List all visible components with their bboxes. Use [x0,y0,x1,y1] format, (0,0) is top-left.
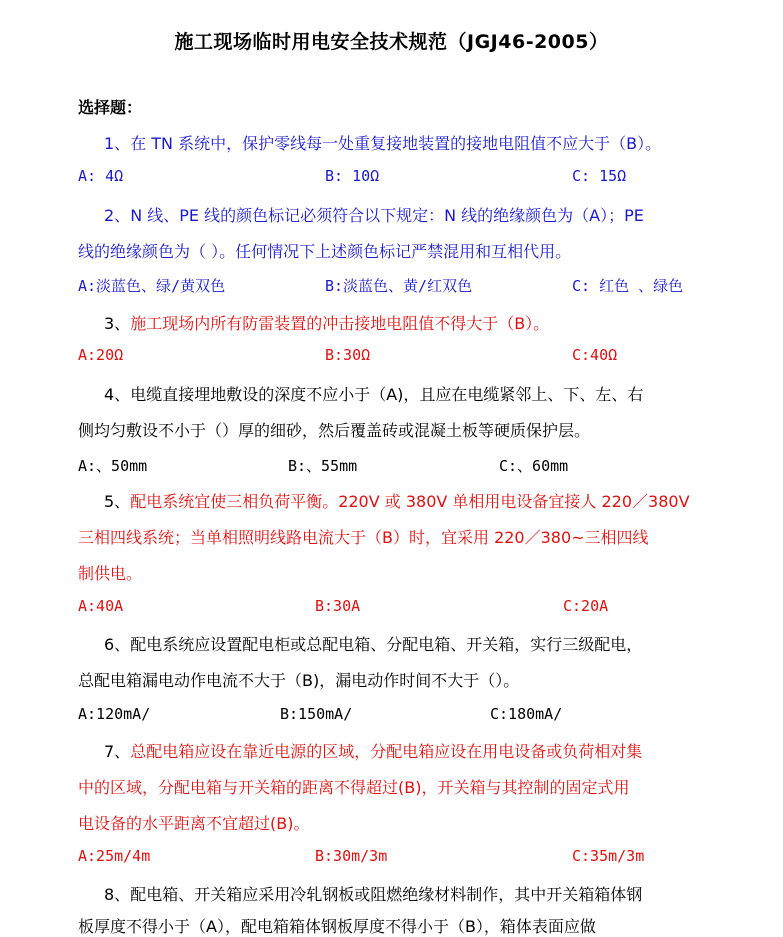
question-number: 7、 [104,742,131,761]
q2-option-a: A:淡蓝色、绿/黄双色 [78,277,226,295]
question-1 [104,131,661,154]
q7-option-a: A:25m/4m [78,847,151,865]
q3-option-a: A:20Ω [78,346,124,364]
document-title: 施工现场临时用电安全技术规范（JGJ46-2005） [174,31,609,53]
q6-option-b: B:150mA/ [280,705,353,723]
q7-option-b: B:30m/3m [315,847,388,865]
question-8 [104,882,642,905]
question-6-line-2: 总配电箱漏电动作电流不大于（B)，漏电动作时间不大于（）。 [78,671,520,690]
question-5-line-2: 三相四线系统；当单相照明线路电流大于（B）时，宜采用 220／380~三相四线 [78,528,649,547]
question-3 [104,311,549,334]
q5-option-c: C:20A [563,597,609,615]
q3-option-c: C:40Ω [572,346,618,364]
question-4-line-2: 侧均匀敷设不小于（）厚的细砂，然后覆盖砖或混凝土板等硬质保护层。 [78,421,591,440]
question-2-line-2: 线的绝缘颜色为（ ）。任何情况下上述颜色标记严禁混用和互相代用。 [78,242,572,261]
q4-option-c: C:、60mm [499,457,569,475]
question-5-line-3: 制供电。 [78,564,143,583]
q6-option-a: A:120mA/ [78,705,151,723]
q4-option-b: B:、55mm [288,457,358,475]
section-heading: 选择题： [78,98,143,117]
question-7-line-2: 中的区域，分配电箱与开关箱的距离不得超过(B)，开关箱与其控制的固定式用 [78,778,630,797]
q1-option-b: B: 10Ω [325,167,380,185]
q1-option-a: A: 4Ω [78,167,124,185]
question-text: 配电系统宜使三相负荷平衡。220V 或 380V 单相用电设备宜接人 220／380V [130,492,690,511]
question-text: N 线、PE 线的颜色标记必须符合以下规定：N 线的绝缘颜色为（A）；PE [130,206,644,225]
question-number: 6、 [104,635,131,654]
question-5 [104,489,690,512]
question-4 [104,382,643,405]
question-6 [104,632,642,655]
question-number: 3、 [104,314,131,333]
question-number: 1、 [104,134,131,153]
q7-option-c: C:35m/3m [572,847,645,865]
q2-option-c: C: 红色 、绿色 [572,277,684,295]
q3-option-b: B:30Ω [325,346,371,364]
question-text: 配电箱、开关箱应采用冷轧钢板或阻燃绝缘材料制作，其中开关箱箱体钢 [130,885,643,904]
question-7-line-3: 电设备的水平距离不宜超过(B)。 [78,814,310,833]
q6-option-c: C:180mA/ [490,705,563,723]
q4-option-a: A:、50mm [78,457,148,475]
question-text: 总配电箱应设在靠近电源的区域，分配电箱应设在用电设备或负荷相对集 [130,742,643,761]
question-number: 8、 [104,885,131,904]
q2-option-b: B:淡蓝色、黄/红双色 [325,277,473,295]
q1-option-c: C: 15Ω [572,167,627,185]
q5-option-b: B:30A [315,597,361,615]
question-number: 4、 [104,385,131,404]
question-text: 配电系统应设置配电柜或总配电箱、分配电箱、开关箱，实行三级配电， [130,635,643,654]
question-number: 5、 [104,492,131,511]
question-2 [104,203,644,226]
question-number: 2、 [104,206,131,225]
question-7 [104,739,642,762]
q5-option-a: A:40A [78,597,124,615]
question-text: 在 TN 系统中，保护零线每一处重复接地装置的接地电阻值不应大于（B）。 [130,134,662,153]
question-8-line-2: 板厚度不得小于（A），配电箱箱体钢板厚度不得小于（B），箱体表面应做 [78,917,596,936]
question-text: 电缆直接埋地敷设的深度不应小于（A)，且应在电缆紧邻上、下、左、右 [130,385,644,404]
question-text: 施工现场内所有防雷装置的冲击接地电阻值不得大于（B）。 [130,314,550,333]
